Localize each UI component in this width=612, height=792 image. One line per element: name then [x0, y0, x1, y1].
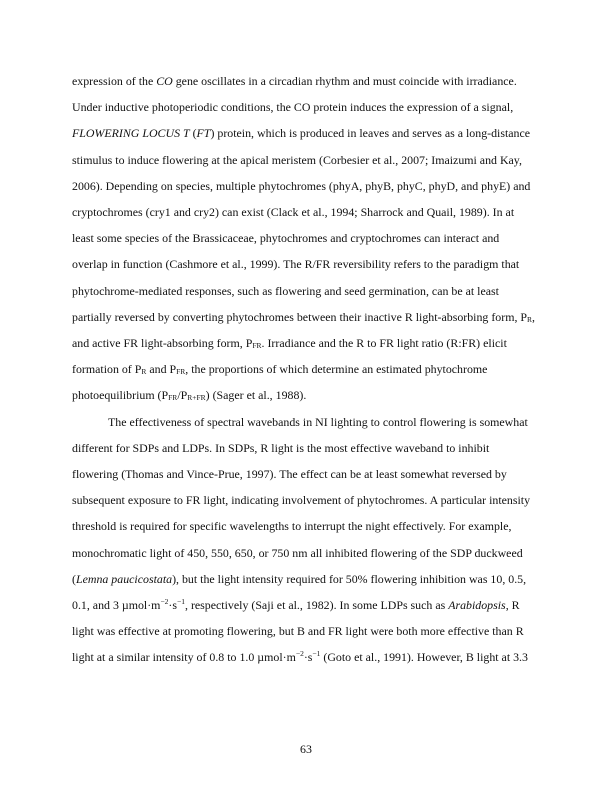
text-line: phytochrome-mediated responses, such as flowering and seed germination, can be at least [72, 283, 499, 298]
text-line: 0.1, and 3 $\mu mol\cdot m^{-2}\cdot s^{-1}$, respectively (Saji et al., 1982). In some LDPs such as Arabidopsis, R [72, 597, 520, 612]
text-line: FLOWERING LOCUS T (FT) protein, which is produced in leaves and serves as a long-distance [72, 126, 531, 141]
text-line: formation of $P_R$ and $P_{FR}$, the proportions of which determine an estimated phytochrome [72, 362, 488, 377]
text-line: (Lemna paucicostata), but the light intensity required for 50% flowering inhibition was 10, 0.5, [72, 571, 527, 586]
text-line: flowering (Thomas and Vince-Prue, 1997). The effect can be at least somewhat reversed by [72, 467, 507, 481]
text-line: subsequent exposure to FR light, indicating involvement of phytochromes. A particular intensity [72, 493, 531, 508]
text-line: stimulus to induce flowering at the apical meristem (Corbesier et al., 2007; Imaizumi and Kay, [72, 152, 522, 167]
text-line: cryptochromes (cry1 and cry2) can exist (Clack et al., 1994; Sharrock and Quail, 1989). In at [72, 205, 515, 219]
text-line: light at a similar intensity of 0.8 to 1.0 $\mu mol\cdot m^{-2}\cdot s^{-1}$ (Goto et al., 1991). However, B light at 3.3 [72, 649, 528, 665]
text-line: least some species of the Brassicaceae, phytochromes and cryptochromes can interact and [72, 231, 500, 246]
text-line: expression of the CO gene oscillates in a circadian rhythm and must coincide with irradiance. [72, 74, 517, 88]
page-number: 63 [300, 742, 312, 756]
text-line: 2006). Depending on species, multiple phytochromes (phyA, phyB, phyC, phyD, and phyE) and [72, 178, 531, 193]
text-line: overlap in function (Cashmore et al., 1999). The R/FR reversibility refers to the paradigm that [72, 257, 520, 272]
text-line: Under inductive photoperiodic conditions, the CO protein induces the expression of a signal, [72, 100, 514, 115]
text-line: The effectiveness of spectral wavebands in NI lighting to control flowering is somewhat [108, 414, 528, 429]
text-line: different for SDPs and LDPs. In SDPs, R light is the most effective waveband to inhibit [72, 440, 490, 455]
text-line: photoequilibrium $(P_{FR}/P_{R+FR})$ (Sager et al., 1988). [72, 388, 307, 403]
text-line: and active FR light-absorbing form, $P_{FR}$. Irradiance and the R to FR light ratio (R:FR) elicit [72, 336, 507, 350]
text-line: light was effective at promoting flowering, but B and FR light were both more effective than R [72, 624, 524, 639]
text-line: monochromatic light of 450, 550, 650, or 750 nm all inhibited flowering of the SDP duckweed [72, 545, 523, 560]
text-line: threshold is required for specific wavelengths to interrupt the night effectively. For example, [72, 519, 512, 534]
text-line: partially reversed by converting phytochromes between their inactive R light-absorbing form, $P_R$, [72, 309, 536, 324]
